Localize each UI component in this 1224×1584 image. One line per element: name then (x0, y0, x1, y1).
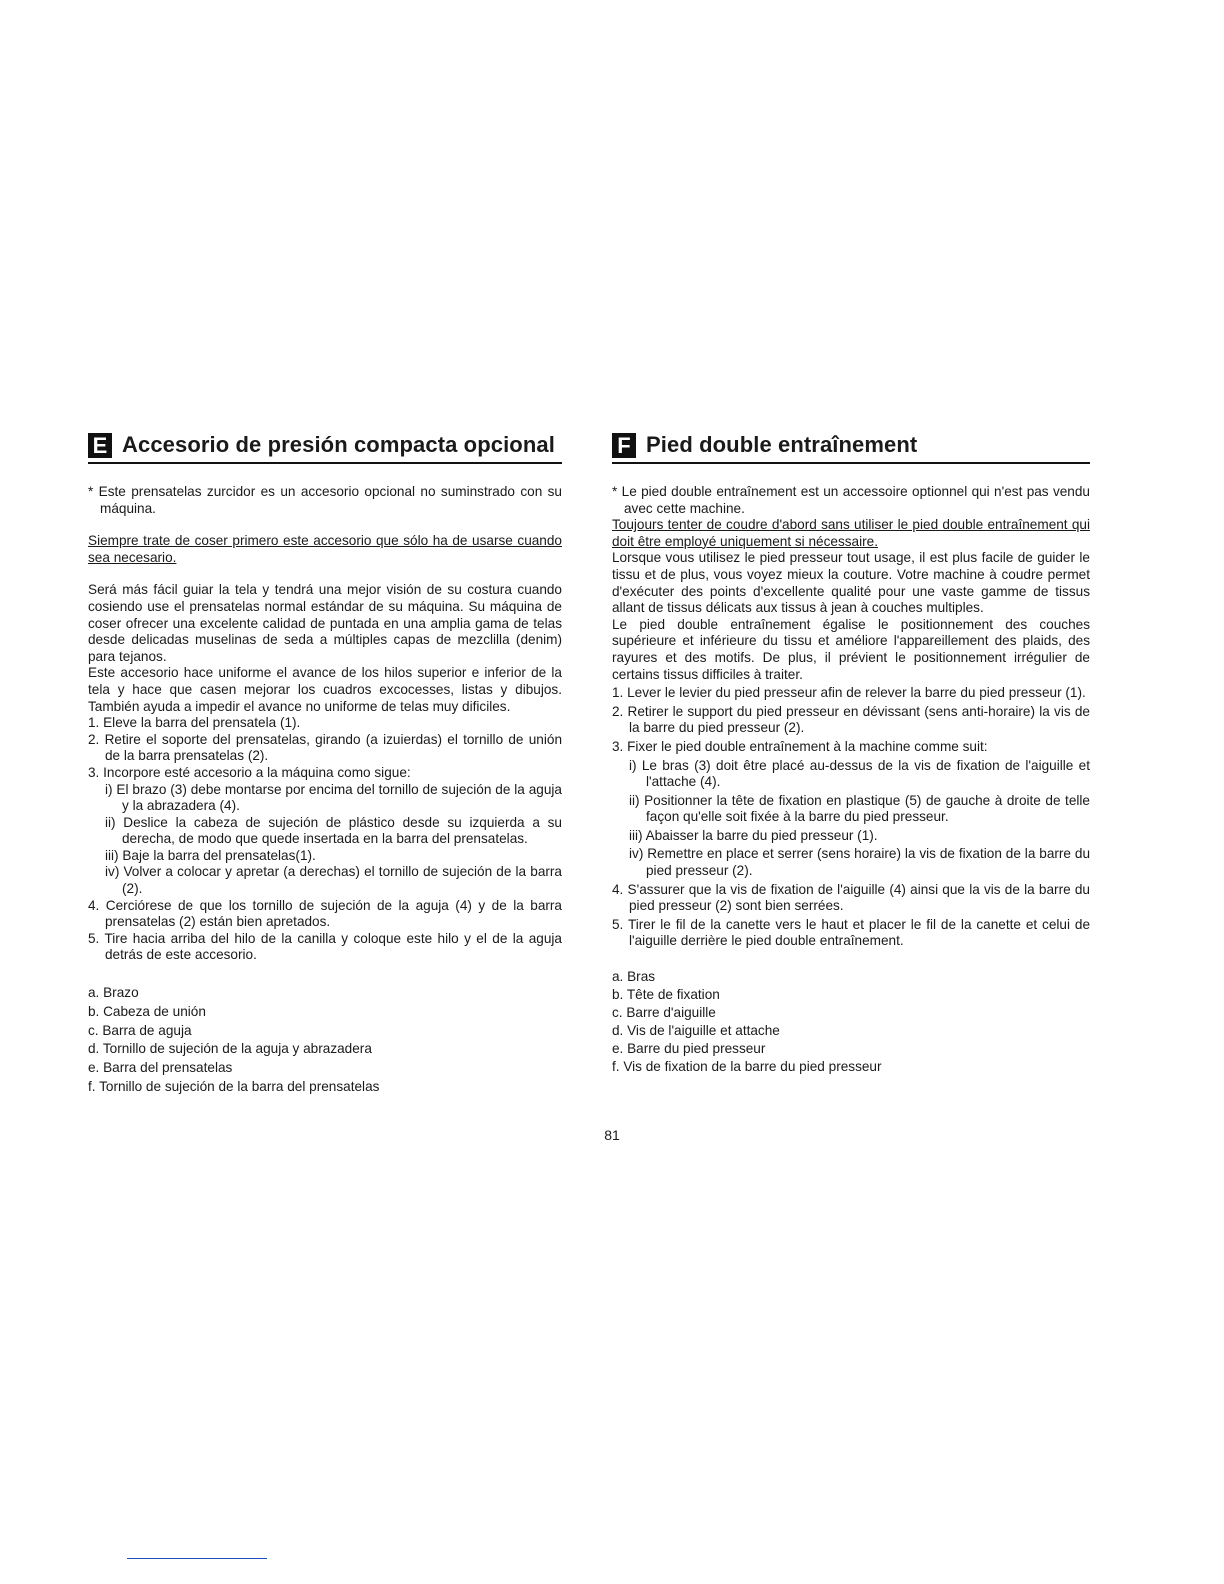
french-substep-iii: iii) Abaisser la barre du pied presseur (1). (629, 827, 878, 843)
french-step-1: 1. Lever le levier du pied presseur afin de relever la barre du pied presseur (1). (612, 685, 1086, 701)
legend-item: c. Barra de aguja (88, 1022, 192, 1038)
legend-item: f. Tornillo de sujeción de la barra del prensatelas (88, 1079, 380, 1095)
legend-item: d. Vis de l'aiguille et attache (612, 1023, 780, 1039)
language-badge-e: E (88, 433, 112, 458)
french-warning: Toujours tenter de coudre d'abord sans utiliser le pied double entraînement qui doit être employé uniquement si nécessaire. (612, 517, 1090, 549)
legend-item: c. Barre d'aiguille (612, 1005, 716, 1021)
spanish-heading (88, 432, 562, 464)
legend-item: a. Bras (612, 969, 656, 985)
spanish-step-5: 5. Tire hacia arriba del hilo de la canilla y coloque este hilo y el de la aguja detrás de este accesorio. (88, 930, 562, 963)
legend-item: e. Barre du pied presseur (612, 1041, 766, 1057)
legend-item: e. Barra del prensatelas (88, 1060, 233, 1076)
french-substep-ii: ii) Positionner la tête de fixation en plastique (5) de gauche à droite de telle façon qu'elle soit fixée à la barre du pied presseur. (629, 792, 1090, 825)
french-note: * Le pied double entraînement est un accessoire optionnel qui n'est pas vendu avec cette machine. (612, 484, 1090, 516)
spanish-legend (88, 984, 562, 1097)
spanish-step-2: 2. Retire el soporte del prensatelas, girando (a izuierdas) el tornillo de unión de la barra prensatelas (2). (88, 731, 562, 764)
french-step-2: 2. Retirer le support du pied presseur en dévissant (sens anti-horaire) la vis de la barre du pied presseur (2). (612, 703, 1090, 736)
spanish-step-4: 4. Cerciórese de que los tornillo de sujeción de la aguja (4) y de la barra prensatelas (2) están bien apretados. (88, 897, 562, 930)
spanish-paragraph-2: Este accesorio hace uniforme el avance de los hilos superior e inferior de la tela y hace que casen mejorar los cuadros excocesses, listas y dibujos. También ayuda a impedir el avance no uniforme de telas muy dificiles. (88, 665, 562, 714)
french-legend (612, 968, 1090, 1076)
spanish-title: Accesorio de presión compacta opcional (122, 432, 555, 457)
legend-item: a. Brazo (88, 985, 139, 1001)
spanish-substep-i: i) El brazo (3) debe montarse por encima del tornillo de sujeción de la aguja y la abrazadera (4). (105, 781, 562, 814)
french-substep-iv: iv) Remettre en place et serrer (sens horaire) la vis de fixation de la barre du pied presseur (2). (629, 846, 1090, 879)
french-step-4: 4. S'assurer que la vis de fixation de l'aiguille (4) ainsi que la vis de la barre du pied presseur (2) sont bien serrées. (612, 881, 1090, 914)
language-badge-f: F (612, 433, 636, 458)
spanish-section (88, 432, 562, 1097)
french-substep-i: i) Le bras (3) doit être placé au-dessus de la vis de fixation de l'aiguille et l'attache (4). (629, 757, 1090, 790)
footer-divider (127, 1558, 267, 1559)
french-paragraph-1: Lorsque vous utilisez le pied presseur tout usage, il est plus facile de guider le tissu et de plus, vous voyez mieux la couture. Votre machine à coudre permet d'exécuter des points d'excellente qualité pour une vaste gamme de tissus allant de tissus délicats aux tissus à jean à couches multiples. (612, 550, 1090, 616)
legend-item: f. Vis de fixation de la barre du pied presseur (612, 1059, 882, 1075)
spanish-step-1: 1. Eleve la barra del prensatela (1). (88, 715, 301, 731)
legend-item: b. Cabeza de unión (88, 1003, 206, 1019)
french-step-5: 5. Tirer le fil de la canette vers le haut et placer le fil de la canette et celui de l'aiguille derrière le pied double entraînement. (612, 916, 1090, 949)
spanish-substep-ii: ii) Deslice la cabeza de sujeción de plástico desde su izquierda a su derecha, de modo que quede insertada en la barra del prensatelas. (105, 814, 562, 847)
spanish-step-3: 3. Incorpore esté accesorio a la máquina como sigue: (88, 764, 411, 780)
legend-item: b. Tête de fixation (612, 987, 720, 1003)
spanish-paragraph-1: Será más fácil guiar la tela y tendrá una mejor visión de su costura cuando cosiendo use el prensatelas normal estándar de su máquina. Su máquina de coser ofrecer una excelente calidad de puntada en una amplia gama de telas desde delicadas muselinas de seda a múltiples capas de mezclilla (denim) para tejanos. (88, 582, 562, 664)
french-step-3: 3. Fixer le pied double entraînement à la machine comme suit: (612, 738, 988, 754)
french-paragraph-2: Le pied double entraînement égalise le positionnement des couches supérieure et inférieure du tissu et améliore l'appareillement des plaids, des rayures et des motifs. De plus, il prévient le positionnement irrégulier de certains tissus difficiles à traiter. (612, 616, 1090, 682)
legend-item: d. Tornillo de sujeción de la aguja y abrazadera (88, 1041, 372, 1057)
spanish-note: * Este prensatelas zurcidor es un accesorio opcional no suminstrado con su máquina. (88, 484, 562, 516)
page-number: 81 (604, 1127, 620, 1143)
french-heading (612, 432, 1090, 464)
spanish-substep-iii: iii) Baje la barra del prensatelas(1). (105, 847, 316, 863)
spanish-warning: Siempre trate de coser primero este accesorio que sólo ha de usarse cuando sea necesario. (88, 533, 562, 565)
french-section (612, 432, 1090, 1076)
french-title: Pied double entraînement (646, 432, 918, 457)
spanish-substep-iv: iv) Volver a colocar y apretar (a derechas) el tornillo de sujeción de la barra (2). (105, 864, 562, 897)
